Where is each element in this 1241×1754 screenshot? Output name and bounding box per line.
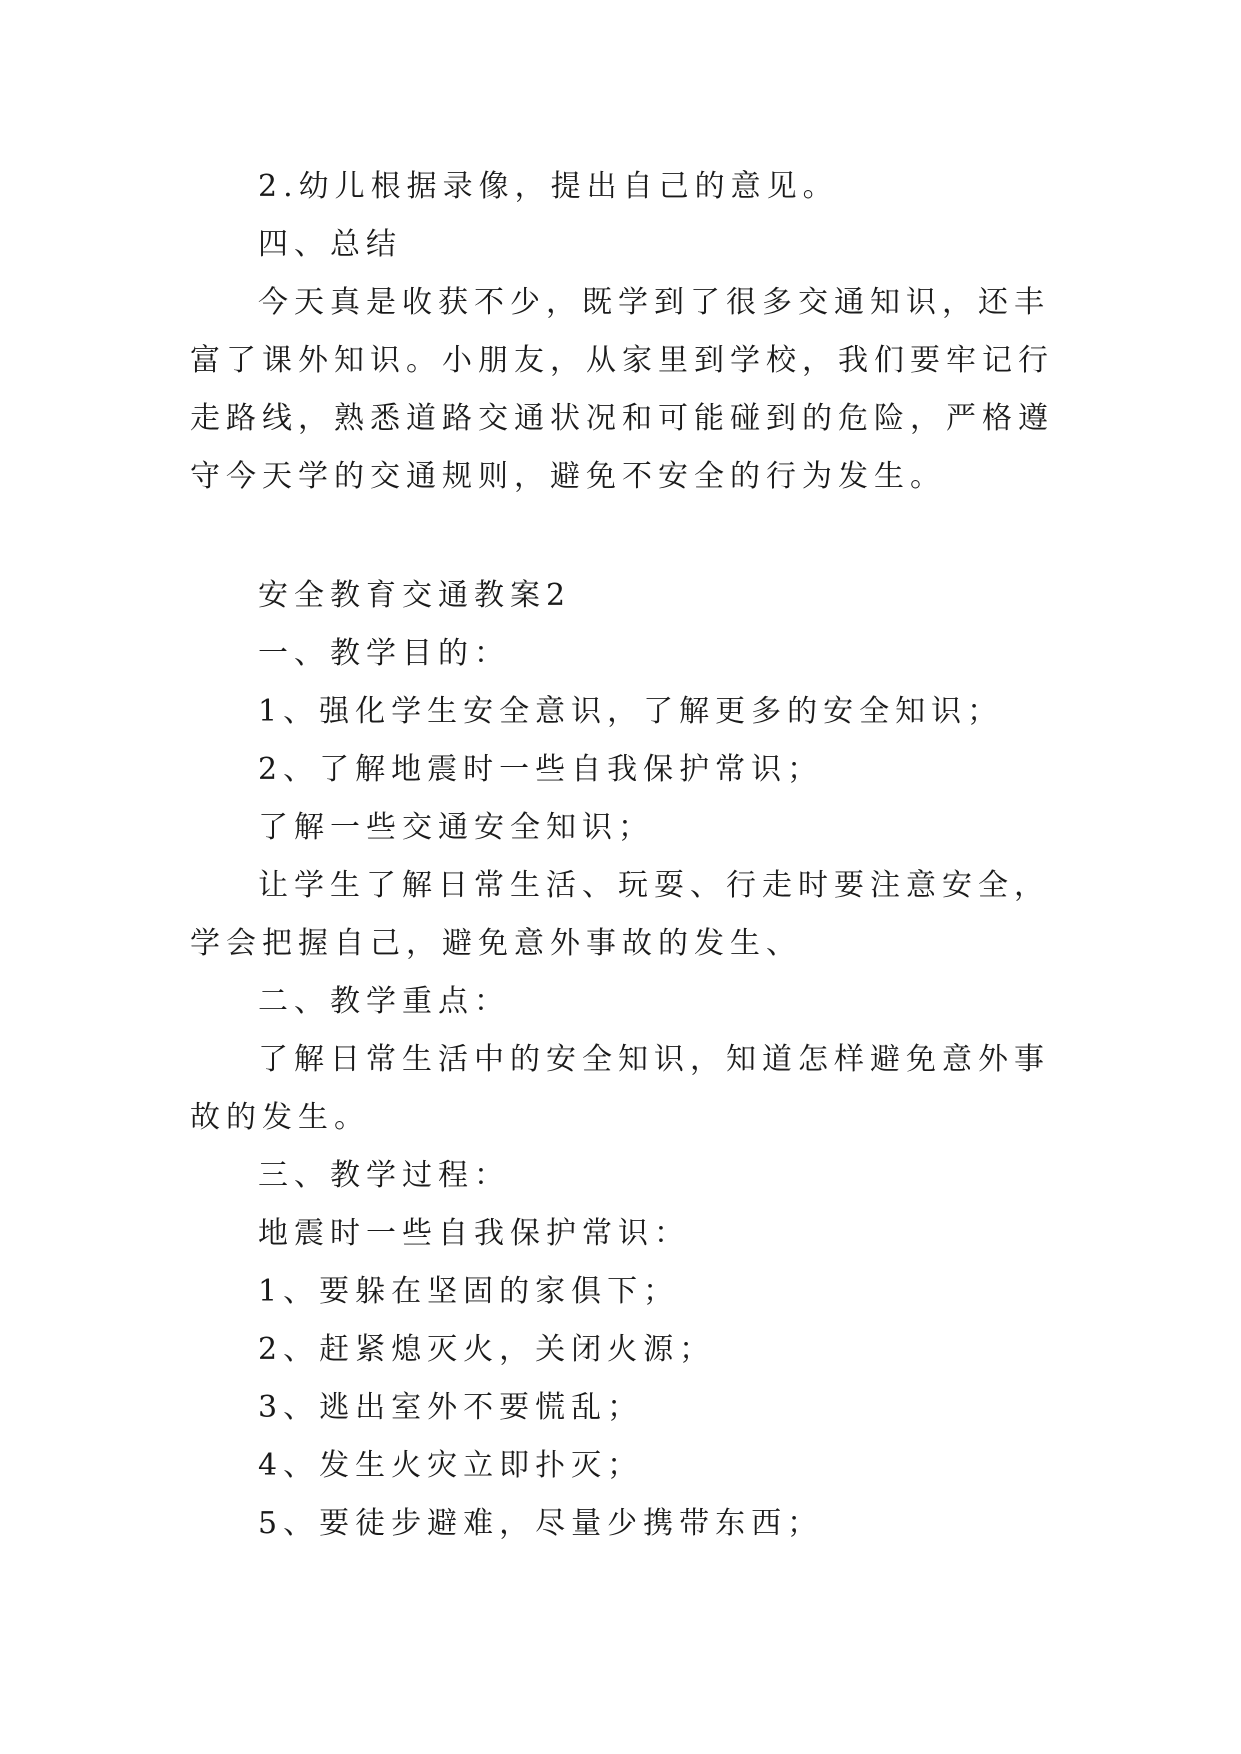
heading-teaching-focus: 二、教学重点：: [258, 984, 510, 1019]
paragraph-summary: 今天真是收获不少，既学到了很多交通知识，还丰富了课外知识。小朋友，从家里到学校，我们要牢记行走路线，熟悉道路交通状况和可能碰到的危险，严格遵守今天学的交通规则，避免不安全的行为发生。: [190, 285, 1054, 494]
list-item-purpose-2: 2、了解地震时一些自我保护常识；: [258, 752, 824, 787]
heading-teaching-purpose: 一、教学目的：: [258, 636, 510, 671]
list-item-purpose-4: 让学生了解日常生活、玩耍、行走时要注意安全，学会把握自己，避免意外事故的发生、: [190, 868, 1050, 961]
list-item-earthquake-5: 5、要徒步避难，尽量少携带东西；: [258, 1506, 824, 1541]
list-item-earthquake-1: 1、要躲在坚固的家俱下；: [258, 1274, 680, 1309]
list-item-earthquake-4: 4、发生火灾立即扑灭；: [258, 1448, 644, 1483]
list-item-earthquake-3: 3、逃出室外不要慌乱；: [258, 1390, 644, 1425]
paragraph-video-opinion: 2.幼儿根据录像，提出自己的意见。: [258, 169, 839, 204]
list-item-purpose-3: 了解一些交通安全知识；: [258, 810, 654, 845]
heading-summary: 四、总结: [258, 227, 402, 262]
list-item-purpose-1: 1、强化学生安全意识，了解更多的安全知识；: [258, 694, 1004, 729]
heading-teaching-process: 三、教学过程：: [258, 1158, 510, 1193]
document-title-2: 安全教育交通教案2: [258, 578, 572, 613]
paragraph-teaching-focus: 了解日常生活中的安全知识，知道怎样避免意外事故的发生。: [190, 1042, 1050, 1135]
list-item-earthquake-2: 2、赶紧熄灭火，关闭火源；: [258, 1332, 716, 1367]
paragraph-earthquake-intro: 地震时一些自我保护常识：: [258, 1216, 690, 1251]
